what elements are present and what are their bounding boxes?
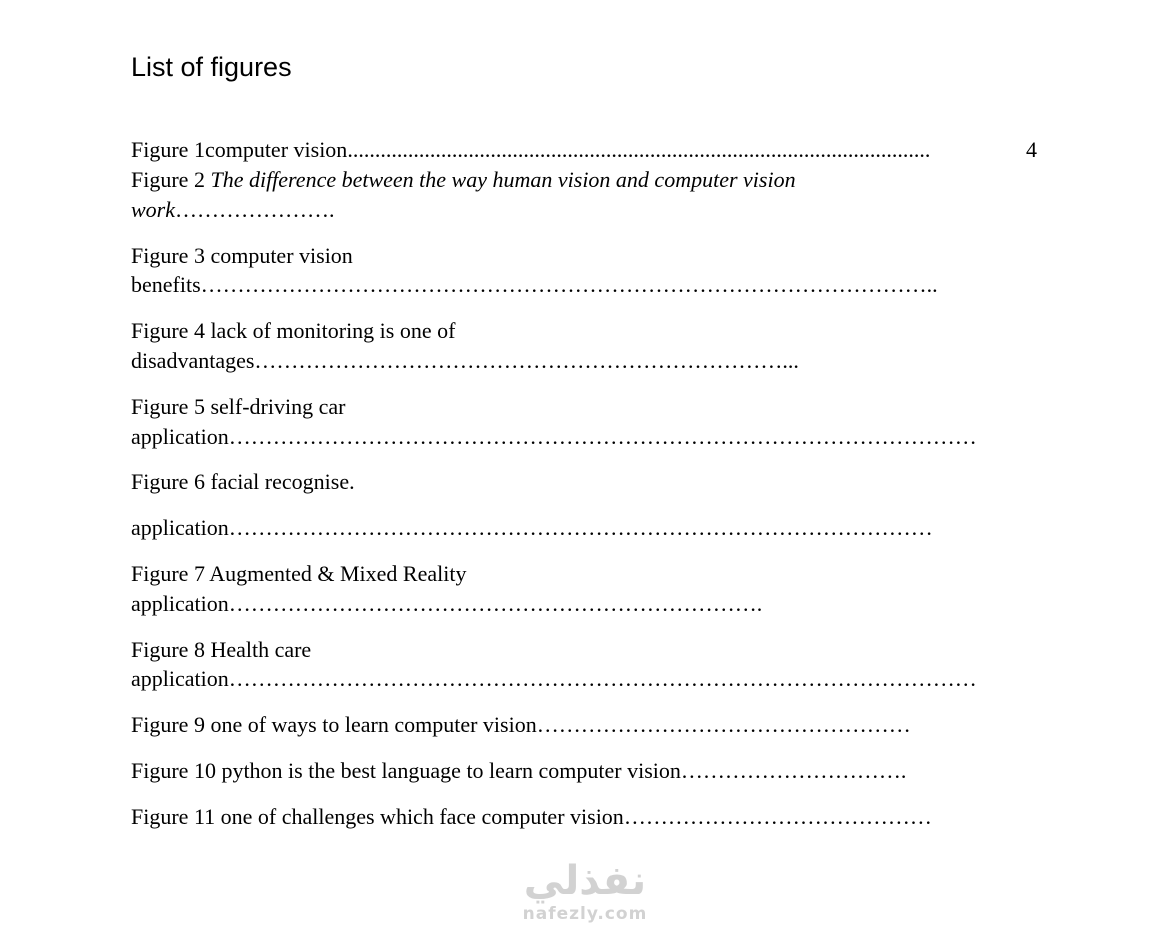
figure-entry-line [131,665,977,693]
figure-entry-line [131,317,455,345]
figure-caption-text: Figure 8 Health care [131,637,312,662]
figure-caption-italic-text: work [131,197,175,222]
dot-leader: ………………………………………………………………………………………… [228,666,977,691]
figure-entry-line [131,196,335,224]
figure-caption-text: Figure 2 [131,167,211,192]
dot-leader: ………………………………………………………………... [254,348,799,373]
figure-caption-text: disadvantages [131,348,255,373]
figure-entry-line [131,636,311,664]
figure-entry-line [131,803,932,831]
dot-leader: …………………. [175,197,335,222]
figure-caption-text: benefits [131,272,201,297]
dot-leader: …………………………. [680,758,907,783]
list-of-figures-heading: List of figures [131,52,292,82]
dot-leader: ………………………………………………………………. [228,591,763,616]
figure-entry-line [131,560,466,588]
figure-caption-text: Figure 7 Augmented & Mixed Reality [131,561,467,586]
figure-caption-text: Figure 11 one of challenges which face computer vision [131,804,624,829]
dot-leader: …………………………………………… [536,712,911,737]
dot-leader: .......................................................................................................... [347,137,931,162]
dot-leader: ………………………………………………………………………………………… [228,424,977,449]
figure-caption-text: application [131,424,229,449]
dot-leader: …………………………………………………………………………………… [228,515,933,540]
figure-caption-text: Figure 4 lack of monitoring is one of [131,318,456,343]
figure-entry-line [131,393,345,421]
figure-entry-line [131,166,796,194]
figure-entry-line [131,136,930,164]
dot-leader: …………………………………… [623,804,932,829]
figure-entry-line [131,711,911,739]
page-number: 4 [1026,137,1037,162]
figure-entry-line [131,347,799,375]
figure-caption-text: Figure 3 computer vision [131,243,353,268]
figure-entry-line [131,514,933,542]
figure-entry-line [131,468,355,496]
figure-caption-text: application [131,591,229,616]
figure-caption-text: Figure 6 facial recognise. [131,469,355,494]
figure-entry-line [131,590,762,618]
figure-caption-text: Figure 5 self-driving car [131,394,346,419]
watermark-arabic-text: نفذلي [523,858,647,904]
figure-caption-italic-text: The difference between the way human vision and computer vision [210,167,796,192]
figure-caption-text: Figure 10 python is the best language to learn computer vision [131,758,681,783]
dot-leader: ……………………………………………………………………………………….. [200,272,938,297]
figure-caption-text: Figure 1computer vision [131,137,348,162]
figure-entry-line [131,242,353,270]
figure-caption-text: application [131,666,229,691]
figure-caption-text: Figure 9 one of ways to learn computer vision [131,712,537,737]
figure-entry-line [131,423,977,451]
figure-entry-line [131,757,906,785]
figure-caption-text: application [131,515,229,540]
watermark-logo [505,858,665,930]
figure-entry-line [131,271,938,299]
watermark-latin-text: nafezly.com [522,904,648,924]
